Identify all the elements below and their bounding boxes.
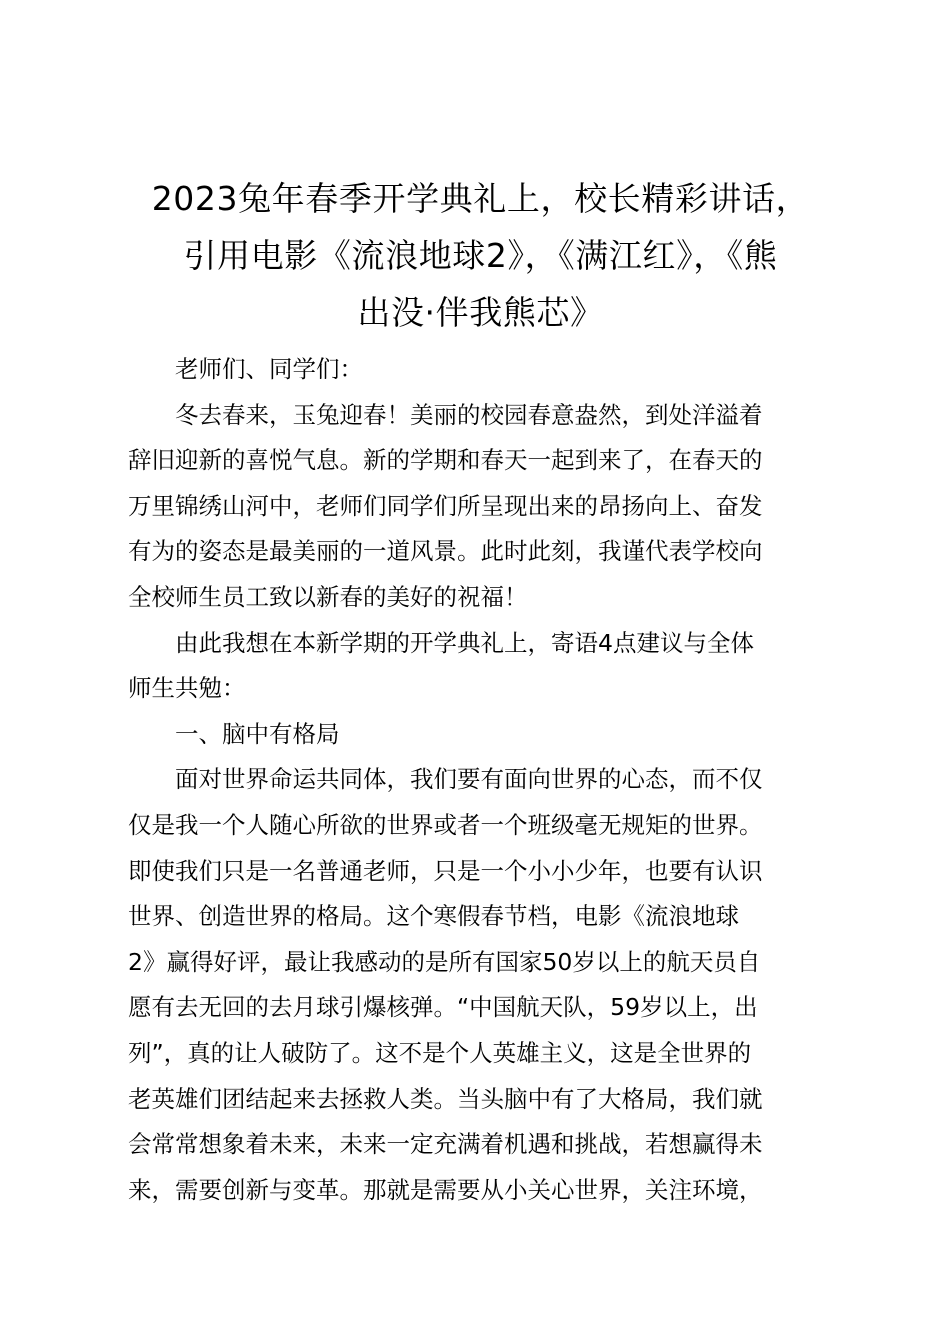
- text-line: 老英雄们团结起来去拯救人类。当头脑中有了大格局，我们就: [128, 1084, 763, 1113]
- text-line: 师生共勉：: [128, 674, 246, 703]
- text-line: 面对世界命运共同体，我们要有面向世界的心态，而不仅: [175, 765, 763, 794]
- text-line: 列”，真的让人破防了。这不是个人英雄主义，这是全世界的: [128, 1038, 752, 1067]
- paragraph-body: [128, 757, 833, 1213]
- text-line: 来，需要创新与变革。那就是需要从小关心世界，关注环境，: [128, 1175, 763, 1204]
- text-line: 万里锦绣山河中，老师们同学们所呈现出来的昂扬向上、奋发: [128, 491, 763, 520]
- text-line: 有为的姿态是最美丽的一道风景。此时此刻，我谨代表学校向: [128, 537, 763, 566]
- text-line: 即使我们只是一名普通老师，只是一个小小少年，也要有认识: [128, 856, 763, 885]
- text-line: 仅是我一个人随心所欲的世界或者一个班级毫无规矩的世界。: [128, 810, 763, 839]
- text-line: 全校师生员工致以新春的美好的祝福！: [128, 582, 528, 611]
- salutation: [128, 347, 833, 393]
- text-line: 会常常想象着未来，未来一定充满着机遇和挑战，若想赢得未: [128, 1130, 763, 1159]
- title-line: 出没·伴我熊芯》: [357, 293, 604, 332]
- paragraph-intro: [128, 621, 833, 712]
- text-line: 愿有去无回的去月球引爆核弹。“中国航天队，59岁以上，出: [128, 993, 758, 1022]
- text-line: 世界、创造世界的格局。这个寒假春节档，电影《流浪地球: [128, 902, 739, 931]
- text-line: 2》赢得好评，最让我感动的是所有国家50岁以上的航天员自: [128, 947, 761, 976]
- paragraph-greeting: [128, 393, 833, 621]
- text-line: 老师们、同学们：: [175, 355, 363, 383]
- title-line: 引用电影《流浪地球2》，《满江红》，《熊: [183, 236, 778, 275]
- title-line: 2023兔年春季开学典礼上，校长精彩讲话，: [151, 179, 810, 218]
- text-line: 辞旧迎新的喜悦气息。新的学期和春天一起到来了，在春天的: [128, 446, 763, 475]
- document-title: [128, 170, 833, 341]
- section-heading: [128, 712, 833, 758]
- text-line: 冬去春来，玉兔迎春！美丽的校园春意盎然，到处洋溢着: [175, 400, 763, 429]
- text-line: 由此我想在本新学期的开学典礼上，寄语4点建议与全体: [175, 628, 754, 657]
- document-page: [128, 170, 833, 1213]
- text-line: 一、脑中有格局: [175, 719, 340, 748]
